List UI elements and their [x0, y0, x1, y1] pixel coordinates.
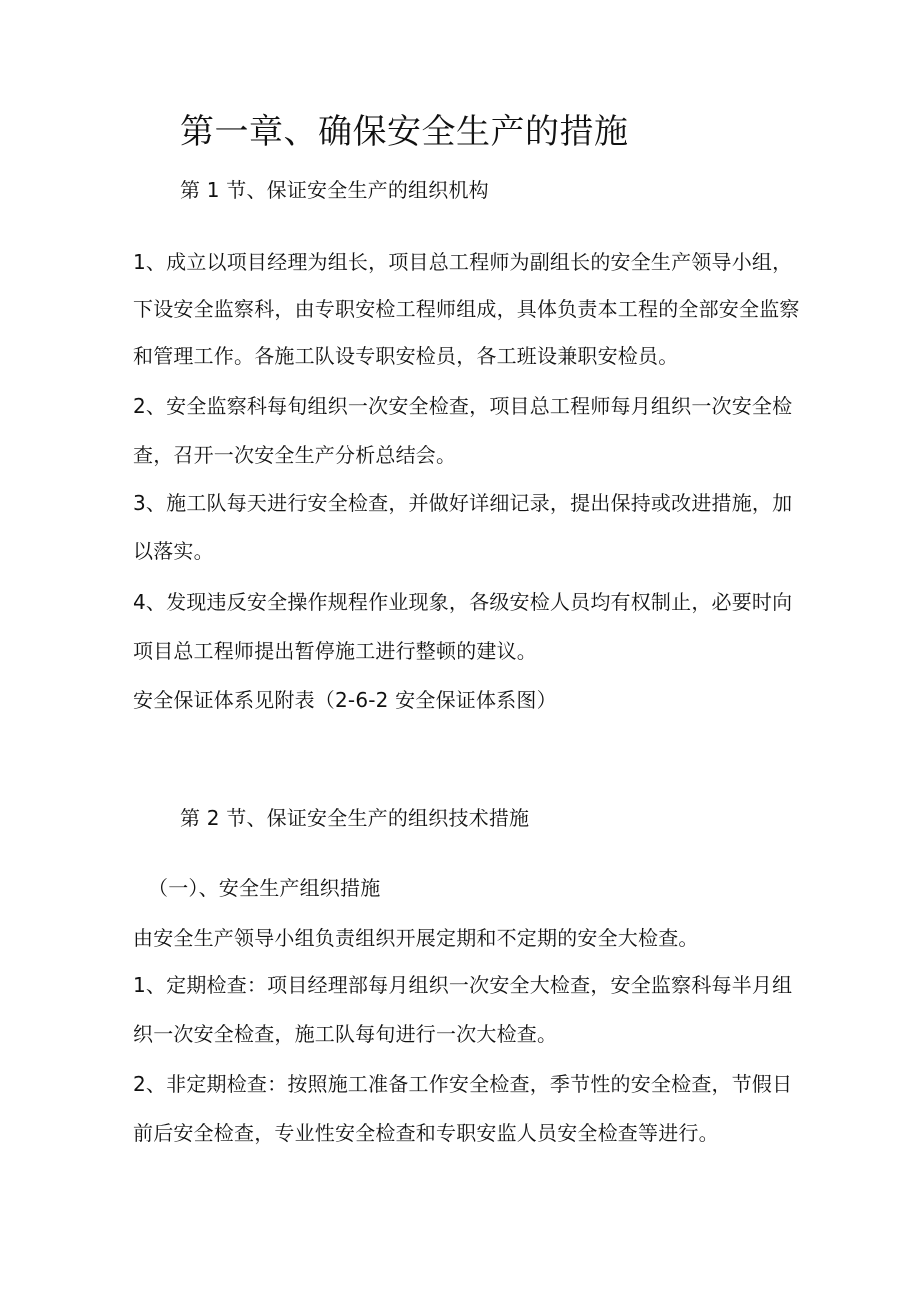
s1-p1-line-2: 下设安全监察科，由专职安检工程师组成，具体负责本工程的全部安全监察	[133, 297, 800, 321]
s1-p4-line-1: 4、发现违反安全操作规程作业现象，各级安检人员均有权制止，必要时向	[133, 590, 793, 614]
s1-p3-line-2: 以落实。	[133, 539, 214, 563]
s1-p1-line-3: 和管理工作。各施工队设专职安检员，各工班设兼职安检员。	[133, 344, 679, 368]
s1-p3-line-1: 3、施工队每天进行安全检查，并做好详细记录，提出保持或改进措施，加	[133, 491, 793, 515]
s2-p2-line-1: 2、非定期检查：按照施工准备工作安全检查，季节性的安全检查，节假日	[133, 1072, 793, 1096]
s2-p1-line-2: 织一次安全检查，施工队每旬进行一次大检查。	[133, 1022, 558, 1046]
s1-p2-line-2: 查，召开一次安全生产分析总结会。	[133, 443, 457, 467]
s2-intro: 由安全生产领导小组负责组织开展定期和不定期的安全大检查。	[133, 926, 699, 950]
section-2-heading: 第 2 节、保证安全生产的组织技术措施	[180, 806, 530, 830]
chapter-title: 第一章、确保安全生产的措施	[180, 112, 629, 152]
s1-p2-line-1: 2、安全监察科每旬组织一次安全检查，项目总工程师每月组织一次安全检	[133, 394, 793, 418]
s1-p4-line-2: 项目总工程师提出暂停施工进行整顿的建议。	[133, 639, 537, 663]
s2-p1-line-1: 1、定期检查：项目经理部每月组织一次安全大检查，安全监察科每半月组	[133, 973, 793, 997]
section-1-heading: 第 1 节、保证安全生产的组织机构	[180, 178, 489, 202]
s2-p2-line-2: 前后安全检查，专业性安全检查和专职安监人员安全检查等进行。	[133, 1121, 719, 1145]
s1-p1-line-1: 1、成立以项目经理为组长，项目总工程师为副组长的安全生产领导小组，	[133, 250, 793, 274]
s1-note: 安全保证体系见附表（2-6-2 安全保证体系图）	[133, 688, 557, 712]
section-2-subheading: （一）、安全生产组织措施	[148, 876, 381, 900]
